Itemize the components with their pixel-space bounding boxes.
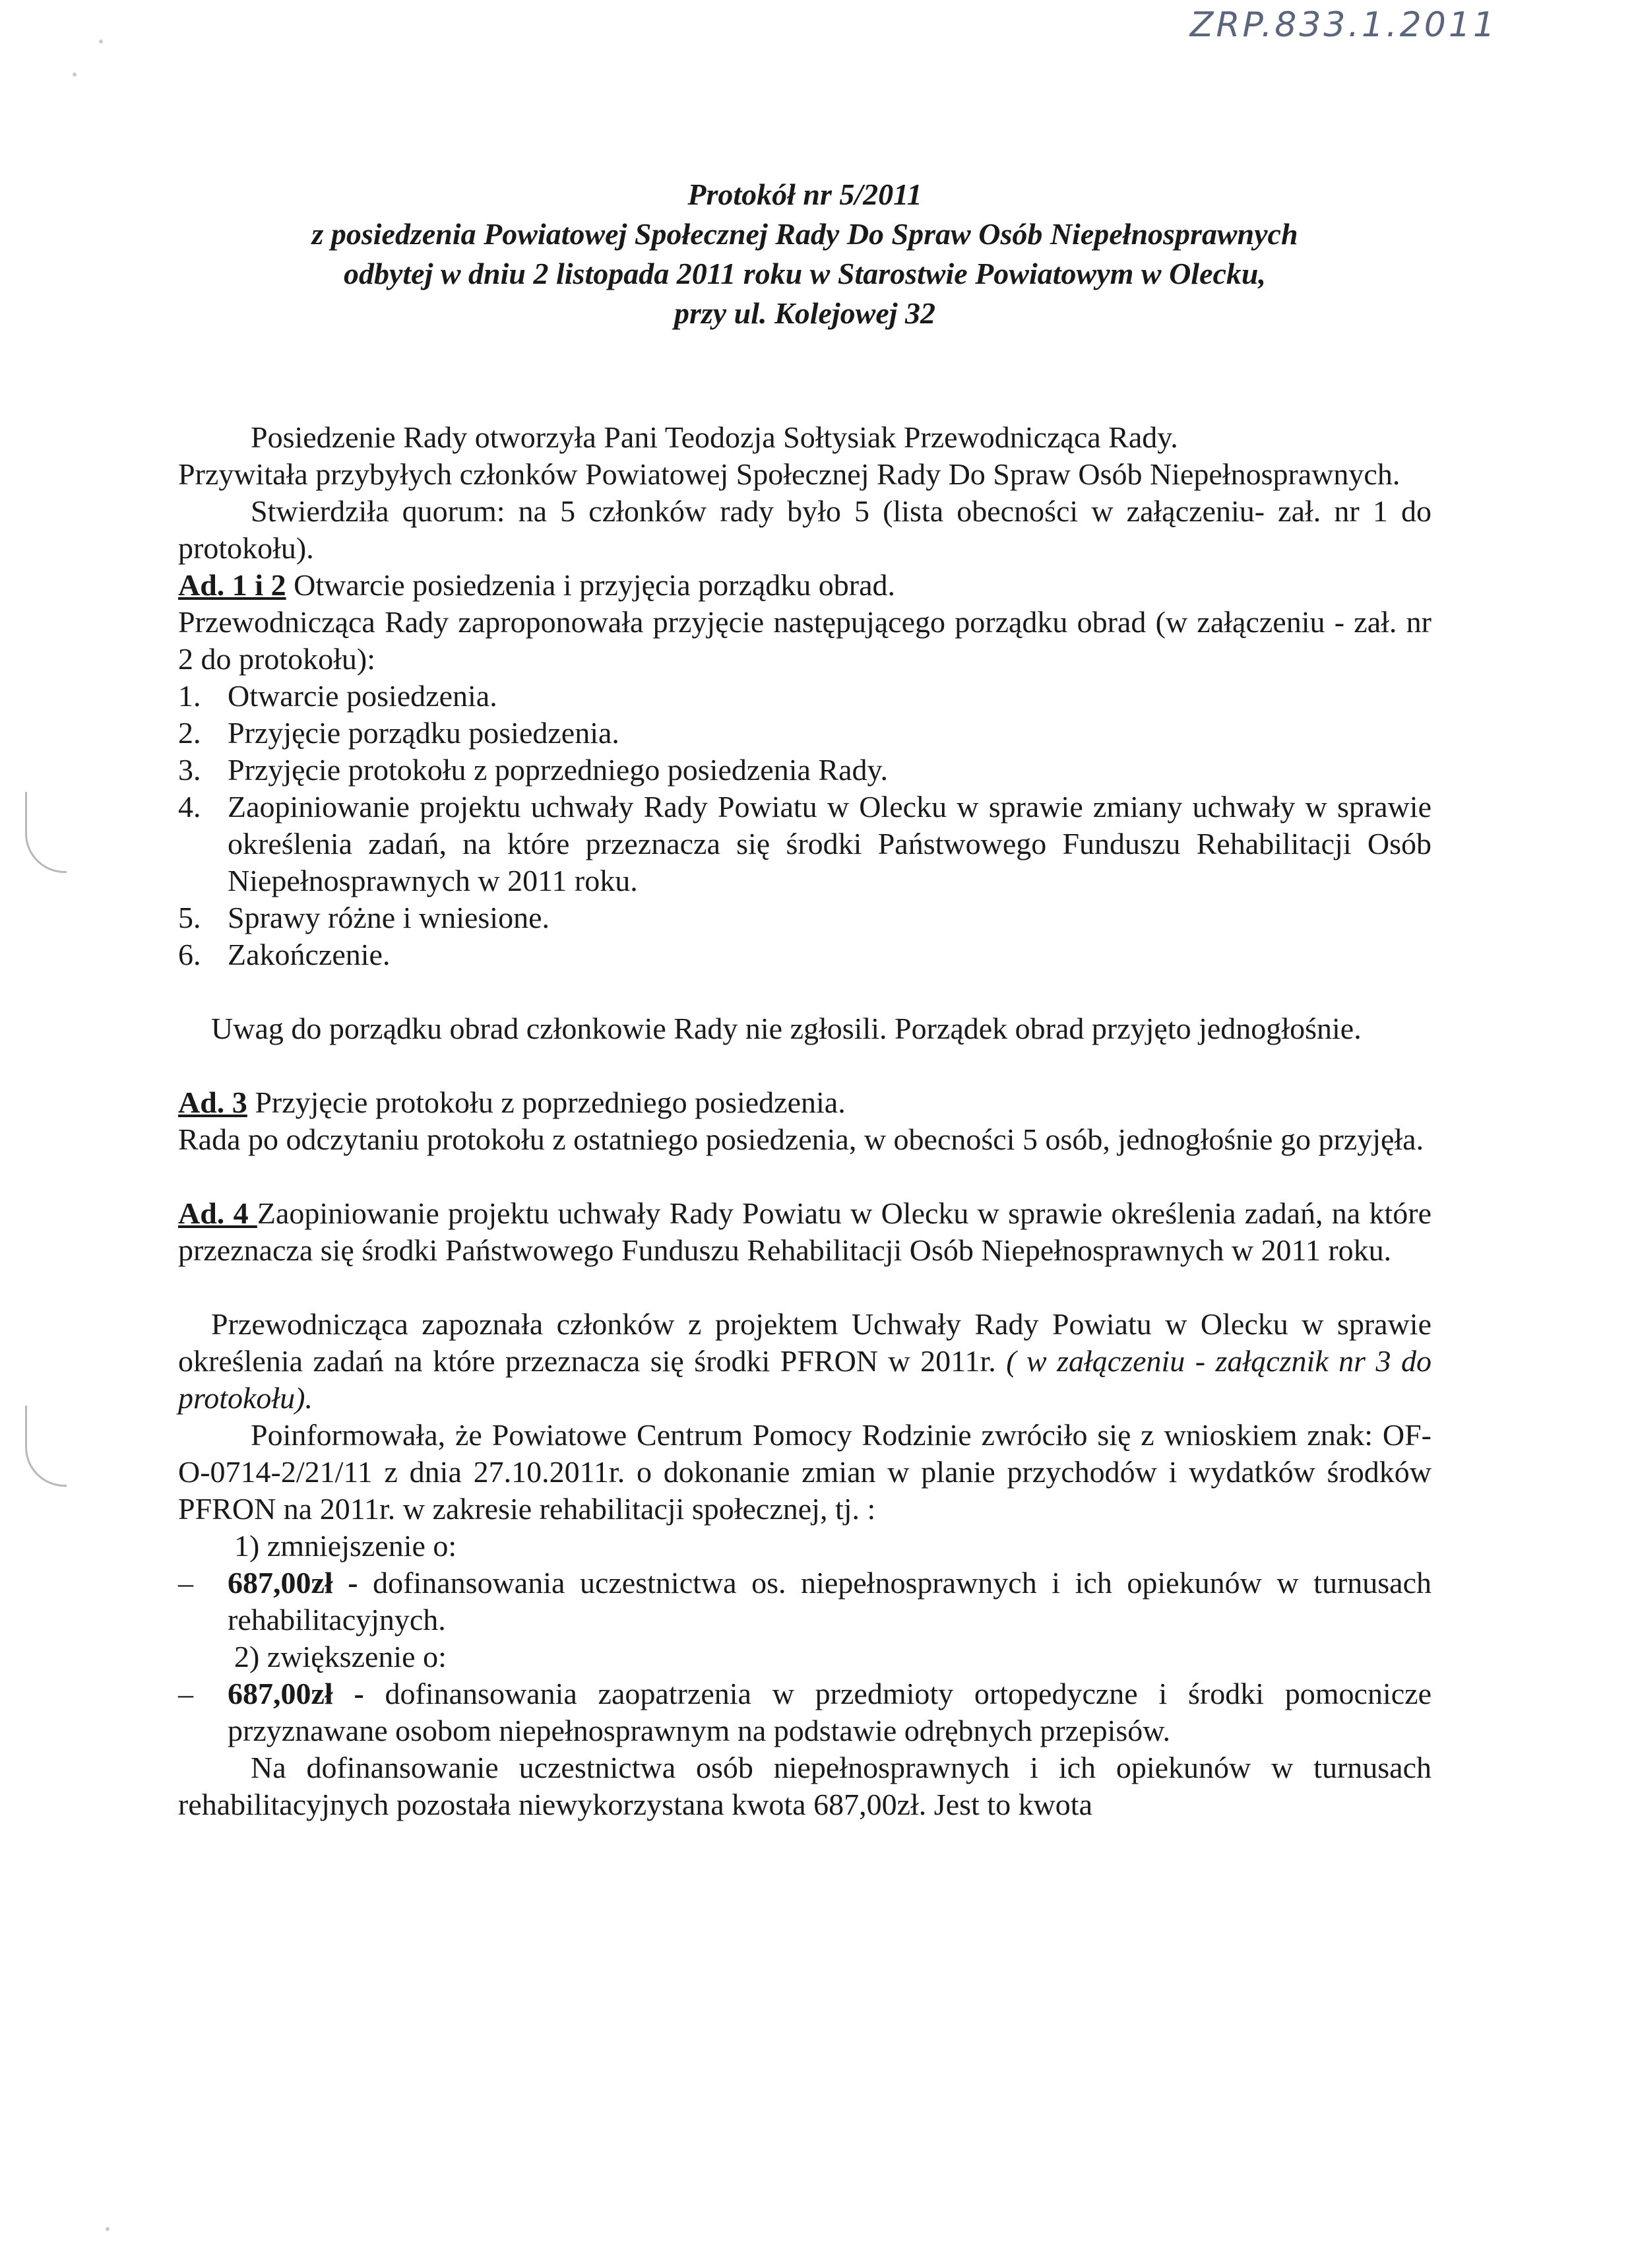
title-line: z posiedzenia Powiatowej Społecznej Rady Do Spraw Osób Niepełnosprawnych (311, 217, 1298, 251)
section-ad3-heading (178, 1084, 1432, 1121)
change-item-text (228, 1675, 1432, 1749)
list-item (178, 678, 1432, 715)
document-body (178, 175, 1432, 1823)
list-item-number: 2. (178, 716, 201, 750)
intro-paragraph: Stwierdziła quorum: na 5 członków rady było 5 (lista obecności w załączeniu- zał. nr 1 do protokołu). (178, 494, 1432, 565)
list-item (178, 936, 1432, 973)
change-list (178, 1528, 1432, 1565)
section-ad12-heading (178, 567, 1432, 604)
title-line: odbytej w dniu 2 listopada 2011 roku w Starostwie Powiatowym w Olecku, (343, 257, 1267, 290)
spacer (178, 1158, 1432, 1195)
intro-paragraph: Posiedzenie Rady otworzyła Pani Teodozja Sołtysiak Przewodnicząca Rady. (251, 420, 1178, 454)
section-ad12-text: Przewodnicząca Rady zaproponowała przyjęcie następującego porządku obrad (w załączeniu - zał. nr 2 do protokołu): (178, 605, 1432, 676)
amount: 687,00zł - (228, 1566, 358, 1600)
attachment-reference: ( w załączeniu - załącznik nr 3 do protokołu). (178, 1344, 1432, 1415)
list-item (178, 899, 1432, 936)
change-label: 2) zwiększenie o: (234, 1640, 447, 1673)
scan-speck (73, 73, 77, 77)
change-description: dofinansowania zaopatrzenia w przedmioty ortopedyczne i środki pomocnicze przyznawane osobom niepełnosprawnym na podstawie odrębnych przepisów. (228, 1677, 1432, 1747)
agenda-list (178, 678, 1432, 973)
section-heading-text: Otwarcie posiedzenia i przyjęcia porządku obrad. (286, 568, 896, 602)
change-list (178, 1638, 1432, 1675)
list-item (178, 715, 1432, 752)
section-ad4-heading (178, 1195, 1432, 1269)
section-label: Ad. 1 i 2 (178, 568, 286, 602)
list-item-number: 1. (178, 679, 201, 713)
change-item (178, 1675, 1432, 1749)
title-line: przy ul. Kolejowej 32 (674, 296, 936, 330)
section-label: Ad. 3 (178, 1085, 247, 1119)
section-ad3-text: Rada po odczytaniu protokołu z ostatniego posiedzenia, w obecności 5 osób, jednogłośnie go przyjęła. (178, 1122, 1424, 1156)
punch-hole-mark (25, 792, 67, 873)
change-label: 1) zmniejszenie o: (234, 1529, 457, 1563)
handwritten-reference-note: ZRP.833.1.2011 (1189, 5, 1497, 45)
change-description: dofinansowania uczestnictwa os. niepełnosprawnych i ich opiekunów w turnusach rehabilitacyjnych. (228, 1566, 1432, 1636)
list-item-text: Sprawy różne i wniesione. (228, 901, 550, 934)
document-title (178, 175, 1432, 333)
list-item-number: 5. (178, 901, 201, 934)
list-item-number: 3. (178, 753, 201, 787)
amount: 687,00zł - (228, 1677, 364, 1710)
list-item-number: 6. (178, 938, 201, 971)
list-item (178, 752, 1432, 789)
change-item (178, 1565, 1432, 1638)
list-item-text: Zakończenie. (228, 938, 391, 971)
section-ad4-paragraph: Poinformowała, że Powiatowe Centrum Pomocy Rodzinie zwróciło się z wnioskiem znak: OF-O-0714-2/21/11 z dnia 27.10.2011r. o dokonanie zmian w planie przychodów i wydatków środków PFRON na 2011r. w zakresie rehabilitacji społecznej, tj. : (178, 1418, 1432, 1526)
intro-paragraph: Przywitała przybyłych członków Powiatowej Społecznej Rady Do Spraw Osób Niepełnosprawnych. (178, 457, 1400, 491)
dash-bullet: – (178, 1677, 193, 1710)
scan-speck (99, 40, 103, 44)
change-item-text (228, 1565, 1432, 1638)
agenda-remark: Uwag do porządku obrad członkowie Rady nie zgłosili. Porządek obrad przyjęto jednogłośnie. (211, 1012, 1362, 1045)
scan-speck (106, 2227, 110, 2231)
list-item-text: Zaopiniowanie projektu uchwały Rady Powiatu w Olecku w sprawie zmiany uchwały w sprawie określenia zadań, na które przeznacza się środki Państwowego Funduszu Rehabilitacji Osób Niepełnosprawnych w 2011 roku. (228, 790, 1432, 897)
list-item-text: Przyjęcie protokołu z poprzedniego posiedzenia Rady. (228, 753, 889, 787)
section-heading-text: Zaopiniowanie projektu uchwały Rady Powiatu w Olecku w sprawie określenia zadań, na które przeznacza się środki Państwowego Funduszu Rehabilitacji Osób Niepełnosprawnych w 2011 roku. (178, 1196, 1432, 1267)
list-item-text: Otwarcie posiedzenia. (228, 679, 497, 713)
section-ad4-paragraph: Na dofinansowanie uczestnictwa osób niepełnosprawnych i ich opiekunów w turnusach rehabilitacyjnych pozostała niewykorzystana kwota 687,00zł. Jest to kwota (178, 1751, 1432, 1821)
section-label: Ad. 4 (178, 1196, 257, 1230)
section-heading-text: Przyjęcie protokołu z poprzedniego posiedzenia. (247, 1085, 846, 1119)
list-item-text: Przyjęcie porządku posiedzenia. (228, 716, 619, 750)
spacer (178, 973, 1432, 1010)
spacer (178, 1047, 1432, 1084)
dash-bullet: – (178, 1566, 193, 1600)
section-ad4-paragraph (178, 1306, 1432, 1417)
paragraph-text: Przewodnicząca zapoznała członków z projektem Uchwały Rady Powiatu w Olecku w sprawie określenia zadań na które przeznacza się środki PFRON w 2011r. (178, 1307, 1432, 1378)
punch-hole-mark (25, 1406, 67, 1487)
title-line: Protokół nr 5/2011 (687, 178, 922, 211)
list-item-number: 4. (178, 790, 201, 824)
spacer (178, 1269, 1432, 1306)
list-item (178, 789, 1432, 899)
